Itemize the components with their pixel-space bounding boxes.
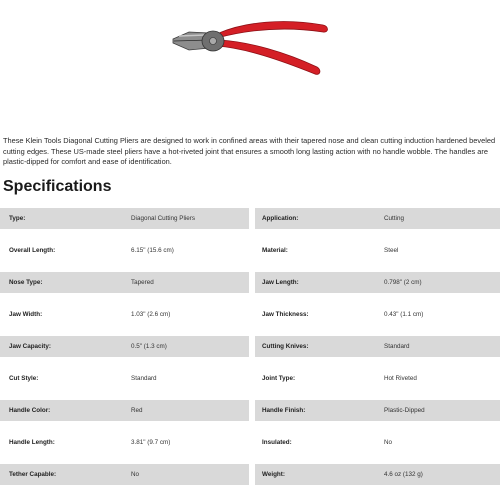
spec-row — [0, 432, 500, 464]
spec-label: Overall Length: — [9, 247, 56, 254]
spec-label: Handle Finish: — [255, 400, 381, 421]
spec-value: 0.5" (1.3 cm) — [126, 336, 249, 357]
lower-handle — [217, 40, 320, 74]
spec-label: Type: — [0, 208, 126, 229]
spec-row — [0, 240, 500, 272]
specifications-heading: Specifications — [3, 178, 112, 195]
product-description: These Klein Tools Diagonal Cutting Pliers are designed to work in confined areas with their tapered nose and clean cutting induction hardened beveled cutting edges. These US-made steel pliers have a hot-riveted joint that ensures a smooth long lasting action with no handle wobble. The handles are plastic-dipped for comfort and ease of identification. — [3, 136, 496, 166]
spec-value: Standard — [381, 336, 500, 357]
spec-value: 1.03" (2.6 cm) — [131, 311, 171, 318]
spec-value: Steel — [384, 247, 399, 254]
spec-row — [0, 368, 500, 400]
spec-value: 6.15" (15.6 cm) — [131, 247, 174, 254]
spec-value: Diagonal Cutting Pliers — [126, 208, 249, 229]
spec-value: 0.798" (2 cm) — [381, 272, 500, 293]
spec-row — [0, 400, 500, 432]
specifications-table — [0, 208, 500, 496]
spec-value: 0.43" (1.1 cm) — [384, 311, 424, 318]
spec-label: Joint Type: — [262, 375, 296, 382]
spec-value: Red — [126, 400, 249, 421]
spec-row — [0, 208, 500, 240]
diagonal-cutting-pliers-icon — [165, 12, 335, 77]
spec-label: Jaw Width: — [9, 311, 43, 318]
spec-label: Cutting Knives: — [255, 336, 381, 357]
spec-label: Handle Color: — [0, 400, 126, 421]
spec-value: Standard — [131, 375, 157, 382]
spec-label: Handle Length: — [9, 439, 55, 446]
spec-label: Jaw Thickness: — [262, 311, 309, 318]
spec-label: Application: — [255, 208, 381, 229]
spec-row — [0, 272, 500, 304]
spec-value: Plastic-Dipped — [381, 400, 500, 421]
upper-handle — [217, 22, 328, 38]
spec-value: No — [384, 439, 393, 446]
spec-row — [0, 336, 500, 368]
spec-value: Hot Riveted — [384, 375, 417, 382]
spec-value: 4.6 oz (132 g) — [381, 464, 500, 485]
spec-label: Jaw Capacity: — [0, 336, 126, 357]
spec-label: Weight: — [255, 464, 381, 485]
spec-label: Insulated: — [262, 439, 292, 446]
spec-row — [0, 304, 500, 336]
spec-value: Tapered — [126, 272, 249, 293]
spec-value: No — [126, 464, 249, 485]
spec-label: Jaw Length: — [255, 272, 381, 293]
spec-label: Cut Style: — [9, 375, 39, 382]
spec-label: Material: — [262, 247, 288, 254]
spec-value: Cutting — [381, 208, 500, 229]
spec-row — [0, 464, 500, 496]
spec-label: Tether Capable: — [0, 464, 126, 485]
spec-label: Nose Type: — [0, 272, 126, 293]
spec-value: 3.81" (9.7 cm) — [131, 439, 171, 446]
